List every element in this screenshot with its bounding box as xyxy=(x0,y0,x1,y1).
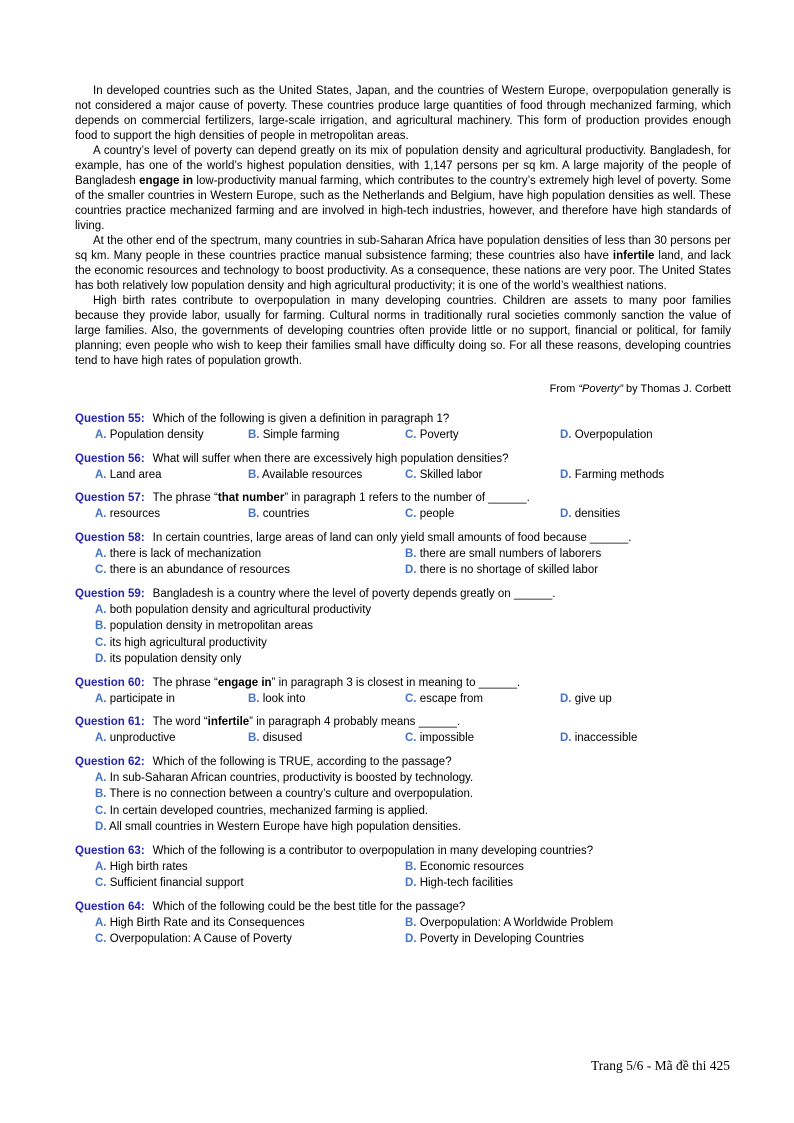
question-stem xyxy=(75,843,731,859)
option-text: Economic resources xyxy=(416,860,524,873)
option-text: Simple farming xyxy=(259,429,340,441)
option-text: its population density only xyxy=(106,653,242,665)
option-text: population density in metropolitan areas xyxy=(106,620,313,632)
option-letter: C. xyxy=(95,804,107,817)
page-content xyxy=(75,84,731,948)
option-item xyxy=(248,691,405,708)
option-list xyxy=(75,915,731,948)
option-letter: C. xyxy=(95,564,107,576)
text-run: The phrase “ xyxy=(152,492,218,504)
passage xyxy=(75,84,731,369)
option-text: participate in xyxy=(106,692,175,705)
passage-paragraph xyxy=(75,234,731,294)
question-block xyxy=(75,530,731,579)
option-item xyxy=(95,770,731,787)
option-text: In sub-Saharan African countries, productivity is boosted by technology. xyxy=(106,771,474,784)
option-letter: B. xyxy=(405,916,417,929)
question-block xyxy=(75,411,731,444)
text-run: land, and lack the economic resources and technology to boost productivity. As a consequence, these nations are very poor. The United States has both relatively low population density and high agricultural productivity; it is one of the world’s wealthiest nations. xyxy=(75,250,731,292)
question-block xyxy=(75,586,731,668)
text-run: Which of the following is a contributor to overpopulation in many developing countries? xyxy=(152,844,594,857)
option-letter: B. xyxy=(95,620,107,632)
page-footer: Trang 5/6 - Mã đề thi 425 xyxy=(591,1058,730,1073)
passage-attribution xyxy=(75,382,731,396)
text-run: ” in paragraph 4 probably means ______. xyxy=(249,716,461,728)
option-letter: C. xyxy=(95,933,107,945)
option-item xyxy=(95,506,248,523)
option-item xyxy=(560,427,731,444)
option-item xyxy=(405,875,731,892)
option-text: Sufficient financial support xyxy=(106,877,244,889)
text-run: High birth rates contribute to overpopulation in many developing countries. Children are assets to many poor families because they provide labor, usually for farming. Cultural norms in traditionally rural societies commonly sanction the value of large families. Also, the governments of developing countries often provide little or no support, financial or political, for family planning; even people who wish to keep their families small have difficulty doing so. For all these reasons, developing countries tend to have high rates of population growth. xyxy=(75,295,731,367)
option-letter: A. xyxy=(95,732,107,744)
bold-term: that number xyxy=(217,492,285,504)
option-text: In certain developed countries, mechanized farming is applied. xyxy=(106,804,429,817)
option-list xyxy=(75,546,731,579)
text-run: The word “ xyxy=(152,716,208,728)
option-item xyxy=(248,506,405,523)
option-letter: C. xyxy=(405,429,417,441)
question-block xyxy=(75,714,731,747)
question-label: Question 55: xyxy=(75,413,145,425)
question-stem xyxy=(75,530,731,546)
option-text: disused xyxy=(259,732,303,744)
option-list xyxy=(75,691,731,708)
option-list xyxy=(75,730,731,747)
bold-term: infertile xyxy=(612,250,655,262)
question-label: Question 59: xyxy=(75,587,145,600)
option-item xyxy=(95,618,731,635)
question-stem xyxy=(75,899,731,915)
passage-paragraph xyxy=(75,84,731,144)
option-item xyxy=(95,819,731,836)
option-text: All small countries in Western Europe have high population densities. xyxy=(106,821,462,833)
option-item xyxy=(405,427,560,444)
option-item xyxy=(95,546,405,563)
option-text: look into xyxy=(259,692,306,705)
text-run: Bangladesh is a country where the level of poverty depends greatly on ______. xyxy=(152,587,556,600)
option-text: people xyxy=(416,508,455,520)
option-text: inaccessible xyxy=(571,732,638,744)
option-item xyxy=(405,730,560,747)
question-block xyxy=(75,675,731,708)
question-label: Question 57: xyxy=(75,492,145,504)
option-list xyxy=(75,770,731,836)
italic-term: “Poverty” xyxy=(578,383,623,395)
option-letter: C. xyxy=(95,636,107,649)
option-item xyxy=(405,546,731,563)
option-list xyxy=(75,602,731,668)
option-letter: C. xyxy=(405,732,417,744)
option-item xyxy=(405,562,731,579)
option-text: Farming methods xyxy=(571,468,665,481)
option-list xyxy=(75,506,731,523)
option-letter: A. xyxy=(95,547,107,560)
option-text: give up xyxy=(571,692,612,705)
option-item xyxy=(95,915,405,932)
option-item xyxy=(248,427,405,444)
option-letter: A. xyxy=(95,860,107,873)
option-letter: D. xyxy=(560,692,572,705)
question-block xyxy=(75,843,731,892)
option-item xyxy=(405,859,731,876)
option-text: Overpopulation: A Worldwide Problem xyxy=(416,916,614,929)
option-letter: A. xyxy=(95,468,107,481)
text-run: by Thomas J. Corbett xyxy=(622,383,731,395)
question-label: Question 58: xyxy=(75,531,145,544)
option-text: High birth rates xyxy=(106,860,188,873)
option-letter: B. xyxy=(405,860,417,873)
text-run: ” in paragraph 3 is closest in meaning to ______. xyxy=(271,676,521,689)
option-letter: A. xyxy=(95,771,107,784)
passage-paragraph xyxy=(75,294,731,369)
text-run: In certain countries, large areas of land can only yield small amounts of food because ______. xyxy=(152,531,632,544)
option-text: unproductive xyxy=(106,732,176,744)
option-letter: C. xyxy=(95,877,107,889)
text-run: At the other end of the spectrum, many countries in sub-Saharan Africa have population densities of less than 30 persons per sq km. Many people in these countries practice manual subsistence farming; these countries also have xyxy=(75,235,731,262)
option-letter: D. xyxy=(560,508,572,520)
option-text: There is no connection between a country’s culture and overpopulation. xyxy=(106,788,474,800)
question-block xyxy=(75,490,731,523)
option-text: its high agricultural productivity xyxy=(106,636,267,649)
question-label: Question 61: xyxy=(75,716,145,728)
option-letter: D. xyxy=(95,821,107,833)
option-letter: B. xyxy=(248,508,260,520)
option-text: High Birth Rate and its Consequences xyxy=(106,916,305,929)
passage-paragraph xyxy=(75,144,731,234)
option-text: Population density xyxy=(106,429,204,441)
option-letter: D. xyxy=(405,877,417,889)
option-text: both population density and agricultural productivity xyxy=(106,603,372,616)
option-text: escape from xyxy=(416,692,483,705)
questions xyxy=(75,411,731,948)
option-text: Overpopulation: A Cause of Poverty xyxy=(106,933,292,945)
text-run: Which of the following is TRUE, according to the passage? xyxy=(152,755,452,768)
option-letter: A. xyxy=(95,603,107,616)
option-text: High-tech facilities xyxy=(416,877,514,889)
text-run: Which of the following could be the best title for the passage? xyxy=(152,900,466,913)
option-list xyxy=(75,427,731,444)
option-item xyxy=(405,915,731,932)
option-item xyxy=(95,635,731,652)
option-item xyxy=(95,931,405,948)
option-text: Available resources xyxy=(259,468,363,481)
option-item xyxy=(95,467,248,484)
text-run: In developed countries such as the United States, Japan, and the countries of Western Europe, overpopulation generally is not considered a major cause of poverty. These countries produce large quantities of food through mechanized farming, which depends on commercial fertilizers, large-scale irrigation, and agricultural machinery. This form of production provides enough food to support the high densities of people in metropolitan areas. xyxy=(75,85,731,142)
option-letter: D. xyxy=(560,468,572,481)
option-item xyxy=(95,562,405,579)
option-item xyxy=(95,602,731,619)
text-run: Which of the following is given a definition in paragraph 1? xyxy=(152,413,450,425)
option-item xyxy=(95,691,248,708)
option-item xyxy=(248,467,405,484)
question-label: Question 56: xyxy=(75,452,145,465)
option-letter: D. xyxy=(405,933,417,945)
option-item xyxy=(95,803,731,820)
option-item xyxy=(560,506,731,523)
option-text: there are small numbers of laborers xyxy=(416,547,602,560)
option-letter: A. xyxy=(95,916,107,929)
option-item xyxy=(95,786,731,803)
option-letter: C. xyxy=(405,692,417,705)
option-letter: B. xyxy=(248,692,260,705)
option-text: there is no shortage of skilled labor xyxy=(416,564,599,576)
option-letter: B. xyxy=(248,429,260,441)
option-text: Overpopulation xyxy=(571,429,653,441)
option-item xyxy=(405,467,560,484)
option-item xyxy=(405,506,560,523)
option-letter: B. xyxy=(248,468,260,481)
option-letter: D. xyxy=(405,564,417,576)
text-run: The phrase “ xyxy=(152,676,218,689)
option-letter: D. xyxy=(560,732,572,744)
text-run: From xyxy=(549,383,579,395)
option-item xyxy=(560,691,731,708)
option-text: Poverty xyxy=(416,429,459,441)
bold-term: engage in xyxy=(217,676,272,689)
option-text: Skilled labor xyxy=(416,468,483,481)
option-item xyxy=(95,730,248,747)
question-block xyxy=(75,451,731,484)
question-block xyxy=(75,899,731,948)
option-item xyxy=(405,691,560,708)
question-stem xyxy=(75,714,731,730)
question-stem xyxy=(75,490,731,506)
option-item xyxy=(560,467,731,484)
question-stem xyxy=(75,451,731,467)
option-item xyxy=(95,875,405,892)
option-text: there is lack of mechanization xyxy=(106,547,262,560)
text-run: ” in paragraph 1 refers to the number of ______. xyxy=(284,492,530,504)
question-label: Question 64: xyxy=(75,900,145,913)
bold-term: engage in xyxy=(139,175,194,187)
option-letter: A. xyxy=(95,692,107,705)
text-run: What will suffer when there are excessively high population densities? xyxy=(152,452,509,465)
option-letter: A. xyxy=(95,429,107,441)
question-label: Question 63: xyxy=(75,844,145,857)
option-letter: B. xyxy=(95,788,107,800)
option-text: countries xyxy=(259,508,310,520)
option-text: there is an abundance of resources xyxy=(106,564,290,576)
option-letter: B. xyxy=(248,732,260,744)
question-stem xyxy=(75,754,731,770)
option-letter: D. xyxy=(95,653,107,665)
bold-term: infertile xyxy=(207,716,250,728)
option-text: resources xyxy=(106,508,161,520)
option-item xyxy=(95,427,248,444)
option-text: Poverty in Developing Countries xyxy=(416,933,584,945)
option-item xyxy=(405,931,731,948)
question-stem xyxy=(75,586,731,602)
option-item xyxy=(560,730,731,747)
option-letter: B. xyxy=(405,547,417,560)
option-text: densities xyxy=(571,508,621,520)
option-list xyxy=(75,467,731,484)
option-item xyxy=(95,859,405,876)
option-item xyxy=(248,730,405,747)
text-run: low-productivity manual farming, which contributes to the country’s extremely high level of poverty. Some of the smaller countries in Western Europe, such as the Netherlands and Belgium, have high population densities as well. These countries practice mechanized farming and are involved in high-tech industries, however, and therefore have high standards of living. xyxy=(75,175,731,232)
question-label: Question 60: xyxy=(75,676,145,689)
option-item xyxy=(95,651,731,668)
option-letter: C. xyxy=(405,508,417,520)
option-list xyxy=(75,859,731,892)
option-letter: D. xyxy=(560,429,572,441)
question-stem xyxy=(75,675,731,691)
option-letter: C. xyxy=(405,468,417,481)
option-text: impossible xyxy=(416,732,475,744)
text-run: A country’s level of poverty can depend greatly on its mix of population density and agricultural productivity. Bangladesh, for example, has one of the world’s highest population densities, with 1,147 persons per sq km. A large majority of the people of Bangladesh xyxy=(75,145,731,187)
option-letter: A. xyxy=(95,508,107,520)
question-block xyxy=(75,754,731,836)
option-text: Land area xyxy=(106,468,162,481)
question-stem xyxy=(75,411,731,427)
question-label: Question 62: xyxy=(75,755,145,768)
